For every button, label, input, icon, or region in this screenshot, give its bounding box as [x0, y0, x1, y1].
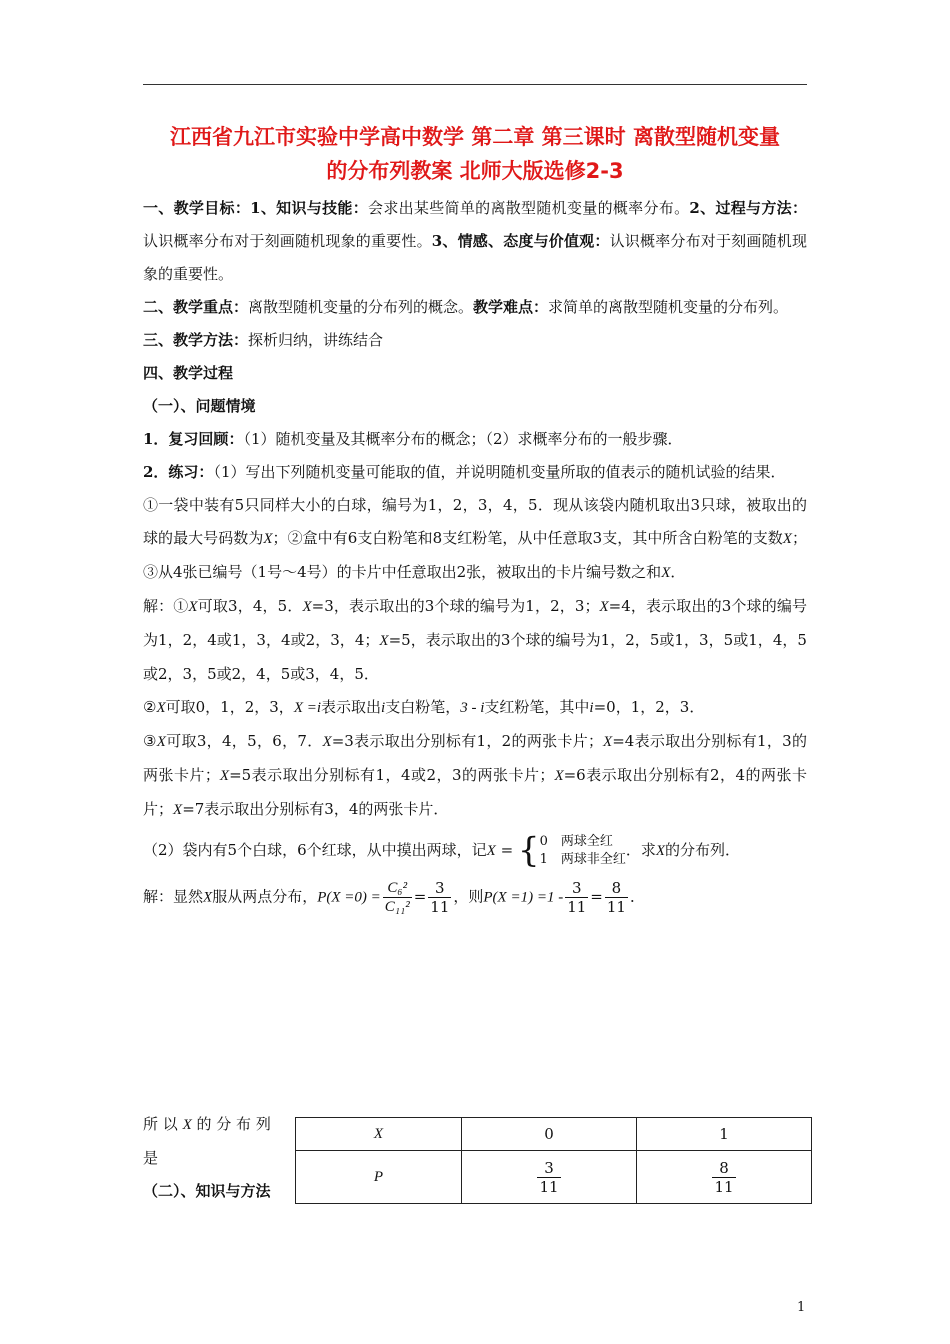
exercise-question-1: ①一袋中装有5只同样大小的白球，编号为1，2，3，4，5．现从该袋内随机取出3只球，被取出的球的最大号码数为X；②盒中有6支白粉笔和8支红粉笔，从中任意取3支，其中所含白粉笔的支数X；③从4张已编号（1号～4号）的卡片中任意取出2张，被取出的卡片编号数之和X．	[143, 496, 807, 581]
document-title: 江西省九江市实验中学高中数学 第二章 第三课时 离散型随机变量 的分布列教案 北师大版选修2-3	[170, 125, 780, 183]
answer-part-3: ③X可取3，4，5，6，7．X=3表示取出分别标有1，2的两张卡片；X=4表示取出分别标有1，3的两张卡片；X=5表示取出分别标有1，4或2，3的两张卡片；X=6表示取出分别标有2，4的两张卡片；X=7表示取出分别标有3，4的两张卡片．	[143, 732, 808, 818]
subsection-problem-situation: （一）、问题情境	[143, 397, 256, 415]
distribution-caption: 所 以 X 的 分 布 列 是 （二）、知识与方法	[143, 1108, 293, 1208]
header-rule	[143, 84, 807, 85]
solution-two-point: 解：显然X服从两点分布，P(X =0) = $\frac{\text{C₆²}}{\text{C₁₁²}}$ = $\frac{3}{11}$ ，则P(X =1) =1 - $\frac{3}{11}$ = $\frac{8}{11}$ ．	[143, 879, 645, 916]
table-cell: $\frac{8}{11}$	[637, 1151, 812, 1204]
fraction-8-11: $\frac{8}{11}$	[606, 879, 626, 916]
table-row	[296, 1118, 812, 1151]
combination-fraction: $\frac{\text{C₆²}}{\text{C₁₁²}}$	[384, 880, 410, 915]
fraction-3-11: $\frac{3}{11}$	[430, 879, 450, 916]
review: 1．复习回顾：（1）随机变量及其概率分布的概念；（2）求概率分布的一般步骤．	[143, 430, 683, 448]
section-key-points: 二、教学重点：离散型随机变量的分布列的概念。教学难点：求简单的离散型随机变量的分布列。	[143, 298, 789, 316]
brace-glyph: {	[517, 830, 540, 871]
fraction-3-11: $\frac{3}{11}$	[567, 879, 587, 916]
table-cell: $\frac{3}{11}$	[462, 1151, 637, 1204]
document-body	[143, 192, 807, 916]
table-cell: 1	[637, 1118, 812, 1151]
answer-part-2: ②X可取0，1，2，3，X =i表示取出i支白粉笔，3 - i支红粉笔，其中i=0，1，2，3．	[143, 698, 705, 716]
distribution-table	[295, 1117, 812, 1204]
table-row	[296, 1151, 812, 1204]
exercise-question-2: （2）袋内有5个白球，6个红球，从中摸出两球，记X = { 0 两球全红 1 两球非全红 ．求X的分布列．	[143, 830, 741, 871]
section-process: 四、教学过程	[143, 364, 234, 382]
section-objectives: 一、教学目标：1、知识与技能：会求出某些简单的离散型随机变量的概率分布。2、过程与方法：认识概率分布对于刻画随机现象的重要性。3、情感、态度与价值观：认识概率分布对于刻画随机现象的重要性。	[143, 199, 807, 283]
section-methods: 三、教学方法：探析归纳，讲练结合	[143, 331, 384, 349]
subsection-knowledge-methods: （二）、知识与方法	[143, 1182, 271, 1200]
piecewise-cases: 0 两球全红 1 两球非全红	[539, 834, 626, 867]
page-number: 1	[797, 1300, 806, 1315]
table-cell: 0	[462, 1118, 637, 1151]
exercise-intro: 2．练习：（1）写出下列随机变量可能取的值，并说明随机变量所取的值表示的随机试验的结果．	[143, 463, 786, 481]
table-cell: X	[296, 1118, 462, 1151]
answer-part-1: 解：①X可取3，4，5．X=3，表示取出的3个球的编号为1，2，3；X=4，表示取出的3个球的编号为1，2，4或1，3，4或2，3，4；X=5，表示取出的3个球的编号为1，2，5或1，3，5或1，4，5或2，3，5或2，4，5或3，4，5．	[143, 597, 807, 683]
table-cell: P	[296, 1151, 462, 1204]
